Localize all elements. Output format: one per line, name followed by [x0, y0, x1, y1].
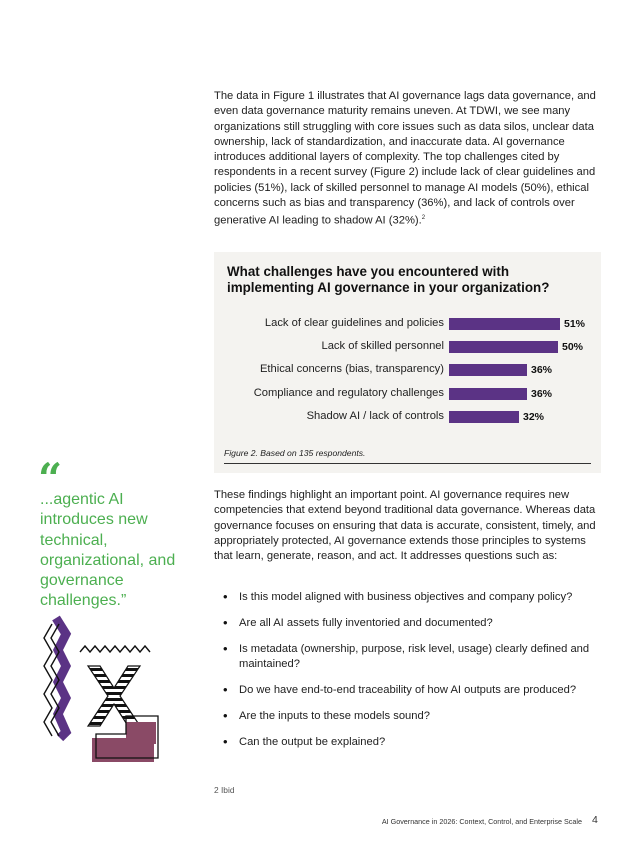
bar-value-label: 51%	[564, 318, 586, 330]
intro-text	[214, 89, 606, 229]
pink-block-shape	[92, 722, 156, 762]
page-number: 4	[592, 814, 598, 826]
decorative-graphic	[38, 614, 168, 766]
list-item: • Is metadata (ownership, purpose, risk level, usage) clearly defined and maintained?	[214, 642, 606, 672]
list-item: • Do we have end-to-end traceability of how AI outputs are produced?	[214, 683, 606, 698]
bar-value-label: 36%	[531, 364, 553, 377]
bar-value-label: 32%	[523, 410, 545, 423]
findings-paragraph: These findings highlight an important point. AI governance requires new competencies that extend beyond traditional data governance. Whereas data governance focuses on ensuring that data is accurate, consistent, timely, and appropriately protected, AI governance extends those principles to systems that learn, generate, reason, and act. It addresses questions such as:	[214, 489, 596, 563]
questions-list	[214, 590, 606, 750]
list-item: • Are all AI assets fully inventoried and documented?	[214, 616, 606, 631]
intro-paragraph: The data in Figure 1 illustrates that AI governance lags data governance, and even data governance maturity remains uneven. At TDWI, we see many organizations still struggling with core issues such as data silos, unclear data ownership, lack of standardization, and inaccurate data. AI governance introduces additional layers of complexity. The top challenges cited by respondents in a recent survey (Figure 2) include lack of clear guidelines and policies (51%), lack of skilled personnel to manage AI models (50%), ethical concerns such as bias and transparency (36%), and lack of controls over generative AI leading to shadow AI (32%).	[214, 90, 596, 228]
list-item: • Can the output be explained?	[214, 735, 606, 750]
quote-mark-icon: “	[38, 454, 63, 503]
bar-value-label: 36%	[531, 387, 553, 400]
bar-value-label: 50%	[562, 341, 584, 354]
figure-caption: Figure 2. Based on 135 respondents.	[224, 448, 366, 458]
list-item: • Is this model aligned with business objectives and company policy?	[214, 590, 606, 605]
chart-title: What challenges have you encountered with implementing AI governance in your organization?	[227, 264, 550, 296]
striped-x-icon	[88, 666, 140, 726]
figure-divider	[224, 463, 591, 464]
bar-category-label: Ethical concerns (bias, transparency)	[259, 363, 444, 376]
bar-category-label: Compliance and regulatory challenges	[253, 386, 444, 399]
footer-title: AI Governance in 2026: Context, Control, and Enterprise Scale	[381, 817, 582, 826]
footnote: 2 Ibid	[214, 785, 235, 795]
findings-text	[214, 488, 606, 564]
bar-category-label: Lack of skilled personnel	[321, 340, 444, 353]
footnote-reference: 2	[421, 215, 426, 222]
pull-quote: ...agentic AI introduces new technical, organizational, and governance challenges.”	[40, 491, 176, 610]
bar-category-label: Shadow AI / lack of controls	[306, 409, 444, 422]
list-item: • Are the inputs to these models sound?	[214, 709, 606, 724]
wavy-line	[80, 646, 150, 652]
bar-category-label: Lack of clear guidelines and policies	[264, 317, 444, 329]
